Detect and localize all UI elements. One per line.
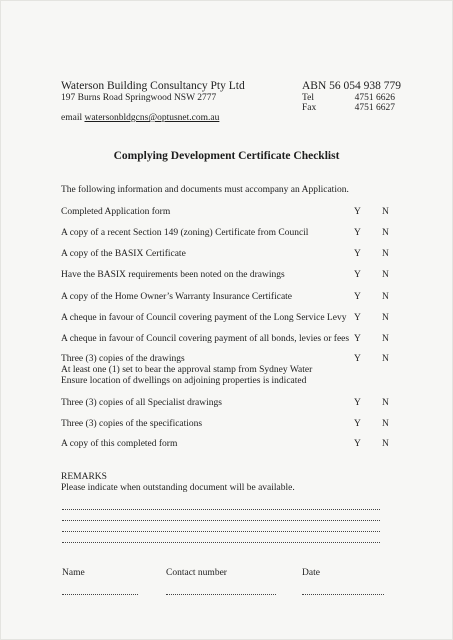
checklist-no-option[interactable]: N (382, 439, 389, 449)
checklist-yes-option[interactable]: Y (354, 354, 361, 364)
checklist-item-line: A copy of a recent Section 149 (zoning) Certificate from Council (61, 228, 309, 238)
checklist-yes-option[interactable]: Y (354, 292, 361, 302)
checklist-no-option[interactable]: N (382, 228, 389, 238)
remarks-line[interactable] (62, 520, 380, 521)
checklist-item-line: A copy of the BASIX Certificate (61, 249, 186, 259)
company-name: Waterson Building Consultancy Pty Ltd (61, 80, 245, 92)
checklist-item-text (61, 398, 222, 409)
date-field[interactable] (302, 594, 384, 595)
checklist-item-text (61, 228, 308, 239)
fax-number: 4751 6627 (354, 103, 395, 113)
checklist-item-line: A copy of this completed form (61, 439, 178, 449)
company-email (61, 113, 219, 123)
checklist-no-option[interactable]: N (382, 398, 389, 408)
checklist-yes-option[interactable]: Y (354, 249, 361, 259)
checklist-yes-option[interactable]: Y (354, 419, 361, 429)
checklist-no-option[interactable]: N (382, 249, 389, 259)
checklist-no-option[interactable]: N (382, 270, 389, 280)
document-title: Complying Development Certificate Checklist (113, 150, 340, 162)
remarks-instruction: Please indicate when outstanding document will be available. (61, 483, 295, 493)
checklist-item-line: Completed Application form (61, 207, 171, 217)
checklist-yes-option[interactable]: Y (354, 334, 361, 344)
checklist-yes-option[interactable]: Y (354, 398, 361, 408)
checklist-no-option[interactable]: N (382, 292, 389, 302)
checklist-item-line: Three (3) copies of the specifications (61, 419, 203, 429)
remarks-line[interactable] (62, 542, 380, 543)
checklist-item-line: Three (3) copies of the drawings (61, 354, 185, 364)
intro-text: The following information and documents must accompany an Application. (61, 185, 349, 195)
name-field[interactable] (62, 594, 138, 595)
checklist-item-line: A cheque in favour of Council covering payment of the Long Service Levy (61, 313, 347, 323)
checklist-no-option[interactable]: N (382, 419, 389, 429)
checklist-item-text (61, 292, 292, 303)
checklist-no-option[interactable]: N (382, 334, 389, 344)
checklist-item-line: Three (3) copies of all Specialist drawings (61, 398, 222, 408)
checklist-yes-option[interactable]: Y (354, 439, 361, 449)
checklist-item-text (61, 270, 285, 281)
checklist-yes-option[interactable]: Y (354, 313, 361, 323)
remarks-line[interactable] (62, 531, 380, 532)
checklist-no-option[interactable]: N (382, 313, 389, 323)
checklist-no-option[interactable]: N (382, 207, 389, 217)
tel-number: 4751 6626 (354, 93, 395, 103)
company-address: 197 Burns Road Springwood NSW 2777 (61, 93, 217, 103)
checklist-item-line: Have the BASIX requirements been noted on the drawings (61, 270, 285, 280)
checklist-item-text (61, 354, 312, 387)
checklist-no-option[interactable]: N (382, 354, 389, 364)
checklist-item-line: Ensure location of dwellings on adjoining properties is indicated (61, 376, 307, 386)
checklist-yes-option[interactable]: Y (354, 270, 361, 280)
email-link[interactable]: watersonbldgcns@optusnet.com.au (84, 113, 220, 123)
checklist-item-text (61, 439, 177, 450)
checklist-item-text (61, 249, 186, 260)
checklist-item-line: A cheque in favour of Council covering payment of all bonds, levies or fees (61, 334, 350, 344)
contact-number-label: Contact number (166, 568, 227, 578)
fax-label: Fax (302, 103, 317, 113)
checklist-item-text (61, 334, 349, 345)
checklist-yes-option[interactable]: Y (354, 228, 361, 238)
checklist-item-line: A copy of the Home Owner’s Warranty Insurance Certificate (61, 292, 293, 302)
abn-number: ABN 56 054 938 779 (302, 80, 402, 92)
checklist-item-text (61, 419, 202, 430)
contact-number-field[interactable] (166, 594, 276, 595)
checklist-item-text (61, 313, 346, 324)
name-label: Name (62, 568, 85, 578)
checklist-yes-option[interactable]: Y (354, 207, 361, 217)
email-label: email (61, 113, 83, 123)
checklist-item-text (61, 207, 170, 218)
remarks-heading: REMARKS (61, 472, 107, 482)
date-label: Date (302, 568, 320, 578)
tel-label: Tel (302, 93, 314, 103)
remarks-line[interactable] (62, 509, 380, 510)
checklist-item-line: At least one (1) set to bear the approval stamp from Sydney Water (61, 365, 313, 375)
